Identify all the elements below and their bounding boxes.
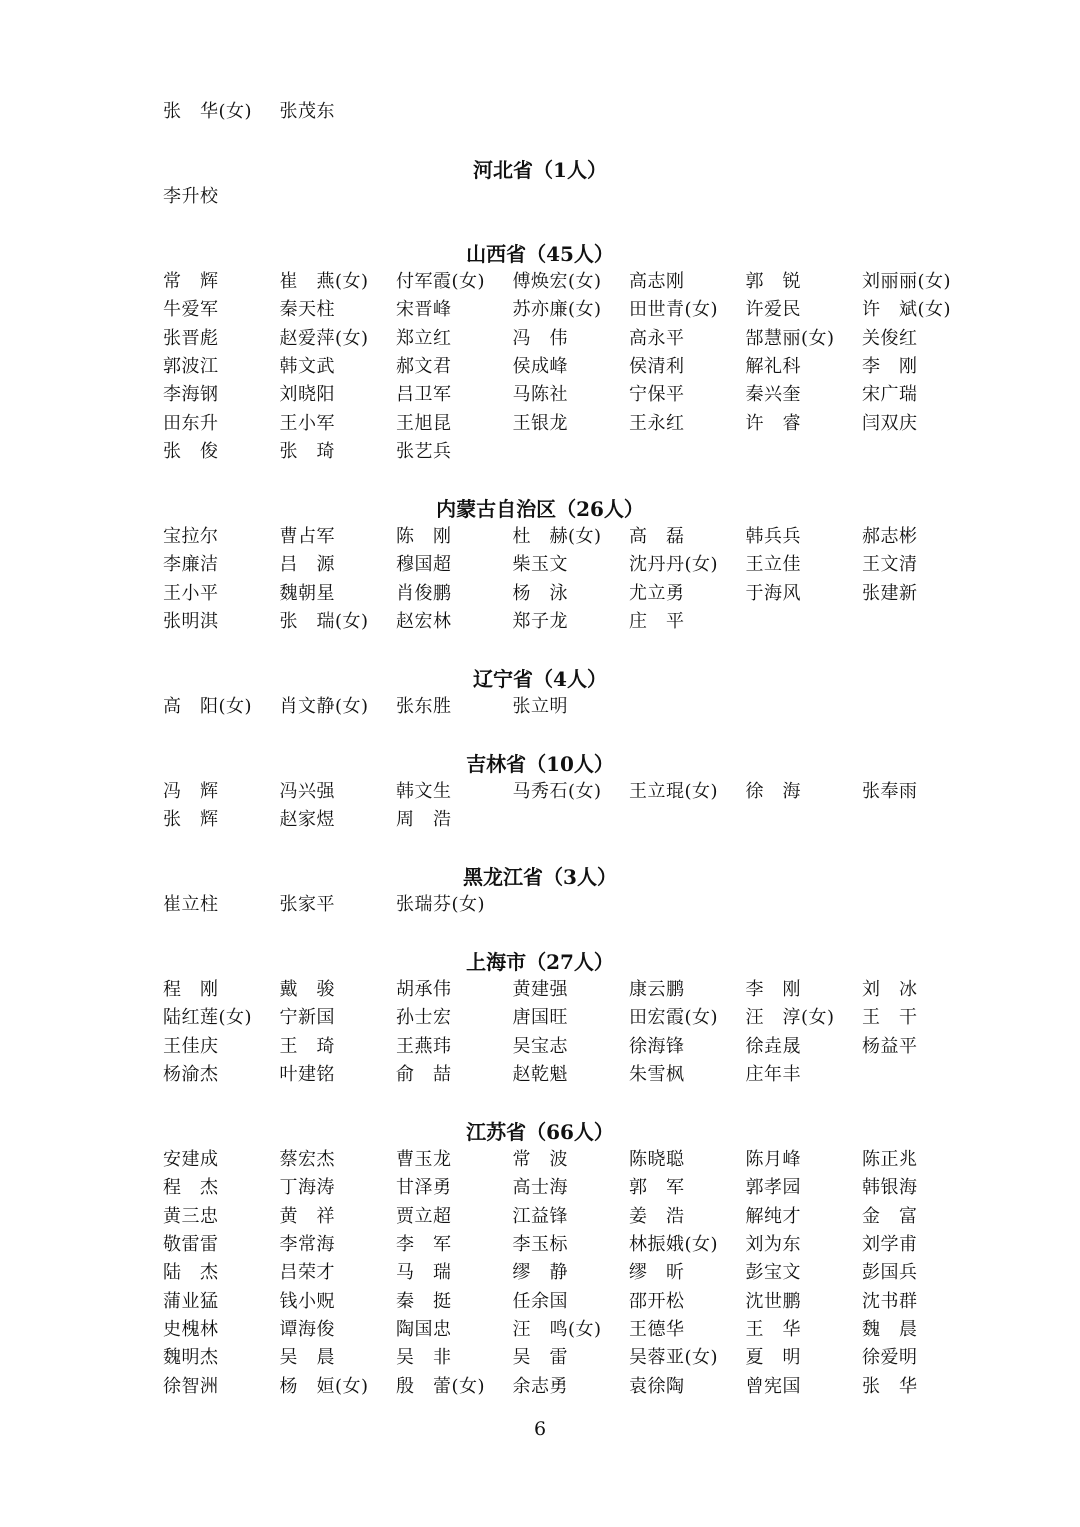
name-row: [163, 976, 963, 1004]
person-name: 穆国超: [396, 554, 452, 576]
person-name: 张茂东: [279, 101, 335, 123]
person-name: 张奉雨: [862, 781, 918, 803]
person-name: 李 军: [396, 1234, 452, 1256]
person-name: 关俊红: [862, 327, 918, 349]
person-name: 叶建铭: [279, 1064, 335, 1086]
person-name: 彭国兵: [862, 1262, 918, 1284]
person-name: 徐 海: [745, 781, 801, 803]
person-name: 赵宏林: [396, 611, 452, 633]
person-name: 沈书群: [862, 1290, 918, 1312]
person-name: 高 磊: [629, 526, 685, 548]
person-name: 宋晋峰: [396, 299, 452, 321]
person-name: 张建新: [862, 582, 918, 604]
name-row: [163, 806, 963, 834]
person-name: 吕卫军: [396, 384, 452, 406]
person-name: 冯兴强: [279, 781, 335, 803]
person-name: 陆红莲(女): [163, 1007, 253, 1029]
person-name: 马秀石(女): [512, 781, 602, 803]
person-name: 沈丹丹(女): [629, 554, 719, 576]
name-row: [163, 1004, 963, 1032]
person-name: 庄年丰: [745, 1064, 801, 1086]
person-name: 余志勇: [512, 1375, 568, 1397]
person-name: 陈晓聪: [629, 1149, 685, 1171]
person-name: 田东升: [163, 412, 219, 434]
person-name: 崔 燕(女): [279, 271, 369, 293]
person-name: 陈正兆: [862, 1149, 918, 1171]
name-row: [163, 268, 963, 296]
person-name: 殷 蕾(女): [396, 1375, 486, 1397]
person-name: 徐爱明: [862, 1347, 918, 1369]
person-name: 高士海: [512, 1177, 568, 1199]
person-name: 陶国忠: [396, 1318, 452, 1340]
person-name: 孙士宏: [396, 1007, 452, 1029]
person-name: 张 华(女): [163, 101, 253, 123]
person-name: 汪 淳(女): [745, 1007, 835, 1029]
person-name: 张艺兵: [396, 440, 452, 462]
person-name: 许爱民: [745, 299, 801, 321]
person-name: 王 琦: [279, 1035, 335, 1057]
person-name: 傅焕宏(女): [512, 271, 602, 293]
person-name: 韩银海: [862, 1177, 918, 1199]
name-row: [163, 1316, 963, 1344]
person-name: 刘晓阳: [279, 384, 335, 406]
section-names-liaoning: [163, 693, 963, 721]
person-name: 胡承伟: [396, 979, 452, 1001]
name-row: [163, 580, 963, 608]
person-name: 郭波江: [163, 356, 219, 378]
person-name: 王燕玮: [396, 1035, 452, 1057]
person-name: 张立明: [512, 696, 568, 718]
person-name: 侯成峰: [512, 356, 568, 378]
name-row: [163, 325, 963, 353]
name-row: [163, 891, 963, 919]
person-name: 宋广瑞: [862, 384, 918, 406]
person-name: 安建成: [163, 1149, 219, 1171]
name-row: [163, 1344, 963, 1372]
person-name: 宁保平: [629, 384, 685, 406]
person-name: 缪 昕: [629, 1262, 685, 1284]
person-name: 田宏霞(女): [629, 1007, 719, 1029]
person-name: 吴宝志: [512, 1035, 568, 1057]
person-name: 魏 晨: [862, 1318, 918, 1340]
person-name: 徐智洲: [163, 1375, 219, 1397]
person-name: 吴 非: [396, 1347, 452, 1369]
person-name: 杨渝杰: [163, 1064, 219, 1086]
person-name: 庄 平: [629, 611, 685, 633]
section-heading-heilongjiang: 黑龙江省（3人）: [463, 865, 617, 889]
person-name: 王银龙: [512, 412, 568, 434]
person-name: 林振娥(女): [629, 1234, 719, 1256]
top-continuation-names: [163, 98, 963, 126]
person-name: 付军霞(女): [396, 271, 486, 293]
person-name: 尤立勇: [629, 582, 685, 604]
person-name: 袁徐陶: [629, 1375, 685, 1397]
section-names-shanghai: [163, 976, 963, 1089]
person-name: 吴 晨: [279, 1347, 335, 1369]
name-row: [163, 1033, 963, 1061]
person-name: 吕荣才: [279, 1262, 335, 1284]
person-name: 夏 明: [745, 1347, 801, 1369]
section-heading-liaoning: 辽宁省（4人）: [473, 667, 607, 691]
person-name: 韩兵兵: [745, 526, 801, 548]
person-name: 宁新国: [279, 1007, 335, 1029]
person-name: 王旭昆: [396, 412, 452, 434]
person-name: 李海钢: [163, 384, 219, 406]
person-name: 肖文静(女): [279, 696, 369, 718]
person-name: 王立琨(女): [629, 781, 719, 803]
person-name: 黄建强: [512, 979, 568, 1001]
person-name: 丁海涛: [279, 1177, 335, 1199]
person-name: 唐国旺: [512, 1007, 568, 1029]
person-name: 李 刚: [745, 979, 801, 1001]
person-name: 曹占军: [279, 526, 335, 548]
person-name: 姜 浩: [629, 1205, 685, 1227]
name-row: [163, 1231, 963, 1259]
section-names-inner-mongolia: [163, 523, 963, 636]
section-names-jiangsu: [163, 1146, 963, 1401]
person-name: 李升校: [163, 186, 219, 208]
person-name: 杨益平: [862, 1035, 918, 1057]
person-name: 郝文君: [396, 356, 452, 378]
person-name: 李玉标: [512, 1234, 568, 1256]
person-name: 张东胜: [396, 696, 452, 718]
page-number: 6: [533, 1418, 547, 1440]
person-name: 杨 姮(女): [279, 1375, 369, 1397]
person-name: 秦兴奎: [745, 384, 801, 406]
person-name: 解礼科: [745, 356, 801, 378]
person-name: 赵乾魁: [512, 1064, 568, 1086]
person-name: 王 华: [745, 1318, 801, 1340]
person-name: 郭孝园: [745, 1177, 801, 1199]
person-name: 陈月峰: [745, 1149, 801, 1171]
person-name: 高永平: [629, 327, 685, 349]
person-name: 魏朝星: [279, 582, 335, 604]
section-heading-shanxi: 山西省（45人）: [466, 242, 614, 266]
section-heading-jilin: 吉林省（10人）: [466, 752, 614, 776]
name-row: [163, 778, 963, 806]
person-name: 钱小贶: [279, 1290, 335, 1312]
person-name: 徐海锋: [629, 1035, 685, 1057]
name-row: [163, 1287, 963, 1315]
section-names-jilin: [163, 778, 963, 835]
person-name: 蔡宏杰: [279, 1149, 335, 1171]
person-name: 吴 雷: [512, 1347, 568, 1369]
person-name: 谭海俊: [279, 1318, 335, 1340]
person-name: 刘为东: [745, 1234, 801, 1256]
person-name: 周 浩: [396, 809, 452, 831]
section-names-hebei: [163, 183, 963, 211]
person-name: 程 刚: [163, 979, 219, 1001]
person-name: 杨 泳: [512, 582, 568, 604]
name-row: [163, 608, 963, 636]
person-name: 秦天柱: [279, 299, 335, 321]
person-name: 朱雪枫: [629, 1064, 685, 1086]
person-name: 解纯才: [745, 1205, 801, 1227]
person-name: 冯 伟: [512, 327, 568, 349]
person-name: 沈世鹏: [745, 1290, 801, 1312]
person-name: 高 阳(女): [163, 696, 253, 718]
name-row: [163, 381, 963, 409]
person-name: 魏明杰: [163, 1347, 219, 1369]
person-name: 黄 祥: [279, 1205, 335, 1227]
person-name: 牛爱军: [163, 299, 219, 321]
person-name: 王德华: [629, 1318, 685, 1340]
person-name: 张瑞芬(女): [396, 894, 486, 916]
section-heading-shanghai: 上海市（27人）: [466, 950, 614, 974]
section-heading-jiangsu: 江苏省（66人）: [466, 1120, 614, 1144]
name-row: [163, 353, 963, 381]
person-name: 郑子龙: [512, 611, 568, 633]
person-name: 常 辉: [163, 271, 219, 293]
person-name: 王文清: [862, 554, 918, 576]
name-row: [163, 409, 963, 437]
person-name: 许 睿: [745, 412, 801, 434]
person-name: 任余国: [512, 1290, 568, 1312]
person-name: 王佳庆: [163, 1035, 219, 1057]
person-name: 王小军: [279, 412, 335, 434]
name-row: [163, 296, 963, 324]
person-name: 郭 锐: [745, 271, 801, 293]
person-name: 戴 骏: [279, 979, 335, 1001]
person-name: 柴玉文: [512, 554, 568, 576]
name-row: [163, 1259, 963, 1287]
person-name: 江益锋: [512, 1205, 568, 1227]
name-row: [163, 1061, 963, 1089]
person-name: 刘 冰: [862, 979, 918, 1001]
person-name: 韩文武: [279, 356, 335, 378]
person-name: 冯 辉: [163, 781, 219, 803]
person-name: 黄三忠: [163, 1205, 219, 1227]
person-name: 张 辉: [163, 809, 219, 831]
person-name: 张 俊: [163, 440, 219, 462]
person-name: 刘丽丽(女): [862, 271, 952, 293]
person-name: 杜 赫(女): [512, 526, 602, 548]
person-name: 张 琦: [279, 440, 335, 462]
person-name: 李廉洁: [163, 554, 219, 576]
person-name: 邵开松: [629, 1290, 685, 1312]
person-name: 曹玉龙: [396, 1149, 452, 1171]
person-name: 彭宝文: [745, 1262, 801, 1284]
person-name: 郜慧丽(女): [745, 327, 835, 349]
person-name: 吴蓉亚(女): [629, 1347, 719, 1369]
section-names-heilongjiang: [163, 891, 963, 919]
person-name: 金 富: [862, 1205, 918, 1227]
person-name: 康云鹏: [629, 979, 685, 1001]
person-name: 崔立柱: [163, 894, 219, 916]
person-name: 贾立超: [396, 1205, 452, 1227]
name-row: [163, 438, 963, 466]
person-name: 张明淇: [163, 611, 219, 633]
name-row: [163, 693, 963, 721]
person-name: 田世青(女): [629, 299, 719, 321]
person-name: 郭 军: [629, 1177, 685, 1199]
person-name: 许 斌(女): [862, 299, 952, 321]
person-name: 闫双庆: [862, 412, 918, 434]
person-name: 马 瑞: [396, 1262, 452, 1284]
name-row: [163, 1203, 963, 1231]
section-names-shanxi: [163, 268, 963, 466]
person-name: 王 干: [862, 1007, 918, 1029]
person-name: 陈 刚: [396, 526, 452, 548]
person-name: 高志刚: [629, 271, 685, 293]
section-heading-hebei: 河北省（1人）: [473, 158, 607, 182]
name-row: [163, 1174, 963, 1202]
person-name: 蒲业猛: [163, 1290, 219, 1312]
person-name: 王小平: [163, 582, 219, 604]
person-name: 史槐林: [163, 1318, 219, 1340]
person-name: 郝志彬: [862, 526, 918, 548]
person-name: 苏亦廉(女): [512, 299, 602, 321]
name-row: [163, 98, 963, 126]
person-name: 曾宪国: [745, 1375, 801, 1397]
person-name: 张家平: [279, 894, 335, 916]
person-name: 赵家煜: [279, 809, 335, 831]
section-heading-inner-mongolia: 内蒙古自治区（26人）: [436, 497, 644, 521]
person-name: 李 刚: [862, 356, 918, 378]
person-name: 缪 静: [512, 1262, 568, 1284]
person-name: 汪 鸣(女): [512, 1318, 602, 1340]
person-name: 张 瑞(女): [279, 611, 369, 633]
person-name: 秦 挺: [396, 1290, 452, 1312]
person-name: 敬雷雷: [163, 1234, 219, 1256]
person-name: 甘泽勇: [396, 1177, 452, 1199]
name-row: [163, 1146, 963, 1174]
person-name: 王立佳: [745, 554, 801, 576]
name-row: [163, 1372, 963, 1400]
person-name: 常 波: [512, 1149, 568, 1171]
person-name: 肖俊鹏: [396, 582, 452, 604]
person-name: 宝拉尔: [163, 526, 219, 548]
person-name: 刘学甫: [862, 1234, 918, 1256]
person-name: 王永红: [629, 412, 685, 434]
person-name: 程 杰: [163, 1177, 219, 1199]
name-row: [163, 551, 963, 579]
person-name: 徐垚晟: [745, 1035, 801, 1057]
person-name: 侯清利: [629, 356, 685, 378]
person-name: 李常海: [279, 1234, 335, 1256]
name-row: [163, 523, 963, 551]
person-name: 郑立红: [396, 327, 452, 349]
name-row: [163, 183, 963, 211]
person-name: 张晋彪: [163, 327, 219, 349]
person-name: 俞 喆: [396, 1064, 452, 1086]
person-name: 赵爱萍(女): [279, 327, 369, 349]
person-name: 马陈社: [512, 384, 568, 406]
person-name: 张 华: [862, 1375, 918, 1397]
person-name: 陆 杰: [163, 1262, 219, 1284]
person-name: 韩文生: [396, 781, 452, 803]
person-name: 吕 源: [279, 554, 335, 576]
person-name: 于海风: [745, 582, 801, 604]
